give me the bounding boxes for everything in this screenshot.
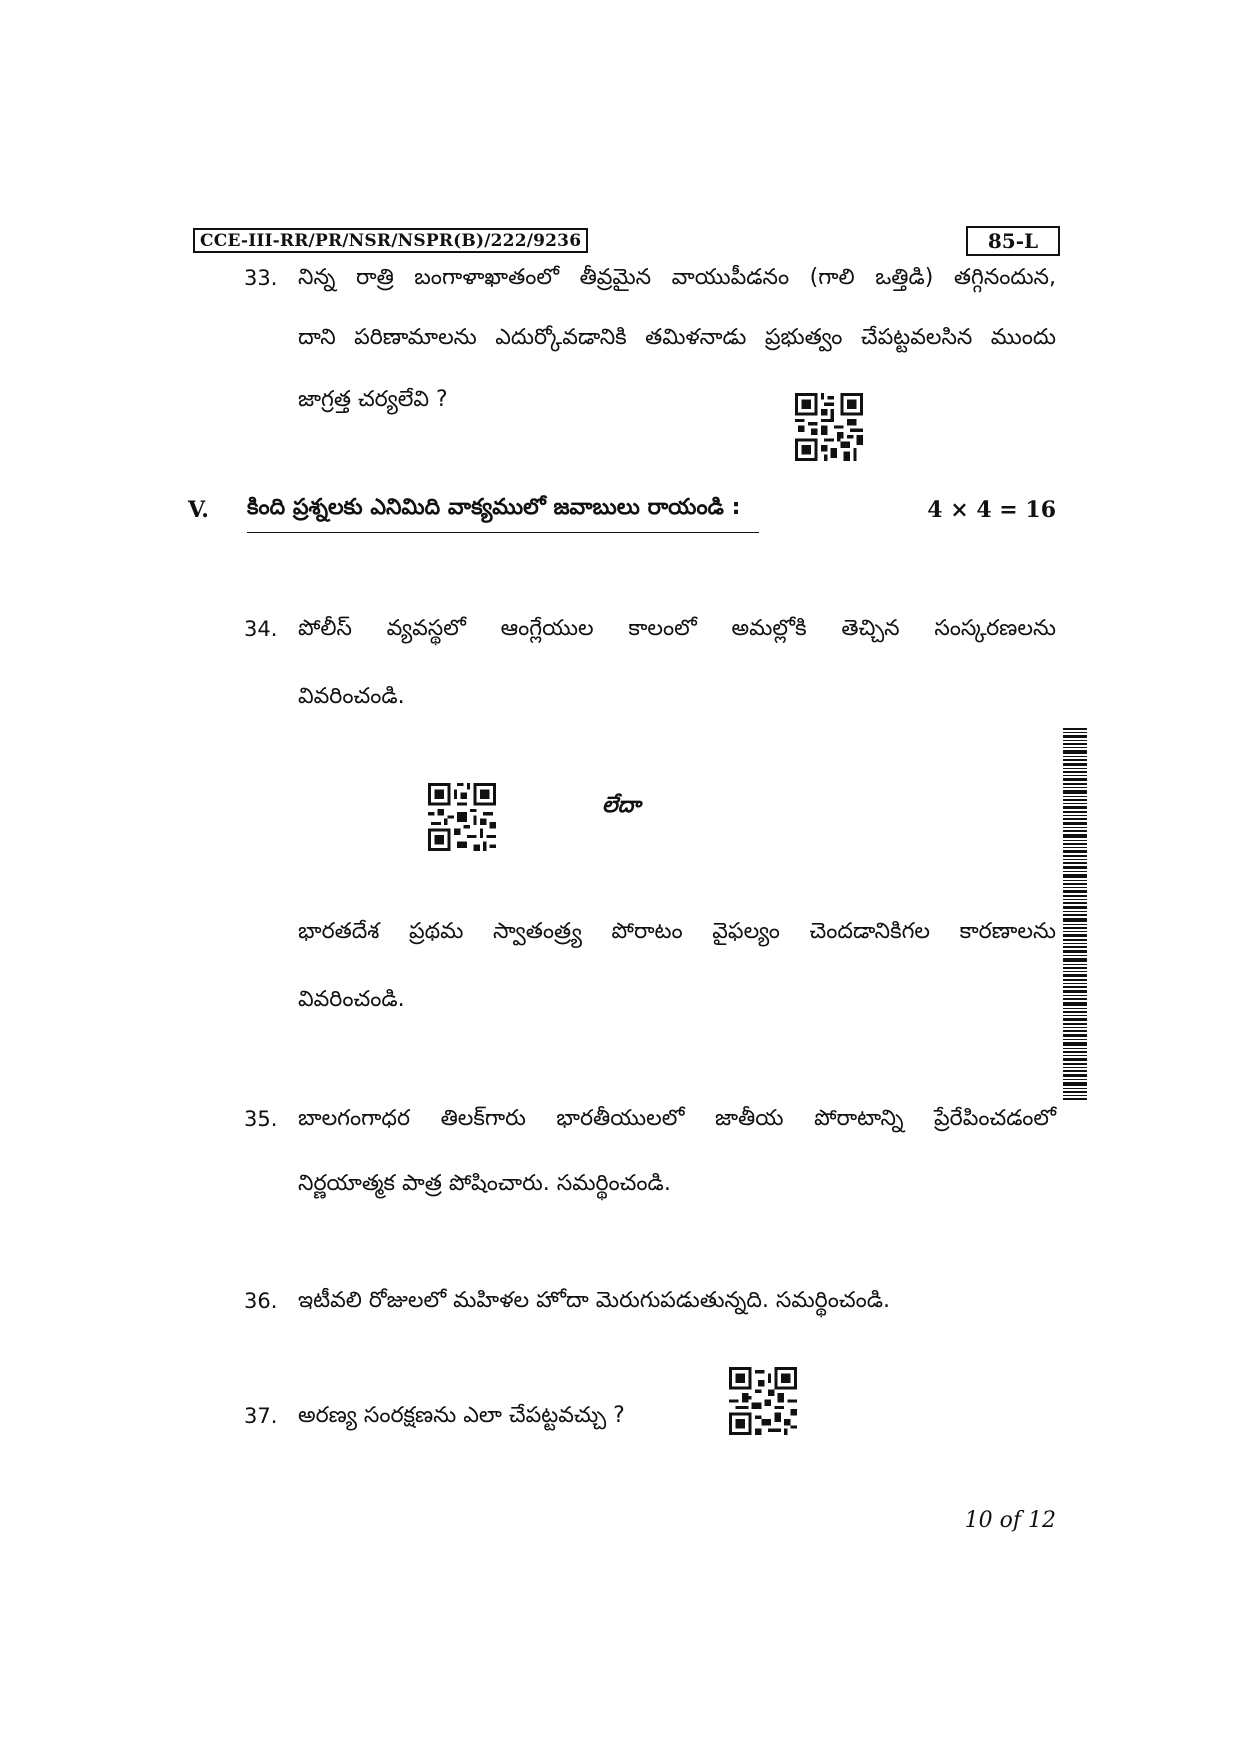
paper-code-box: 85-L (966, 226, 1060, 256)
question-34-alt-line-2: వివరించండి. (298, 987, 405, 1012)
question-34-line-1: పోలీస్ వ్యవస్థలో ఆంగ్లేయుల కాలంలో అమల్లోకి తెచ్చిన సంస్కరణలను (298, 616, 1056, 641)
section-heading: కింది ప్రశ్నలకు ఎనిమిది వాక్యములో జవాబులు రాయండి : (247, 493, 759, 533)
question-number-34: 34. (244, 617, 278, 641)
question-number-35: 35. (244, 1107, 278, 1131)
page-number: 10 of 12 (964, 1508, 1056, 1533)
qr-code-icon (729, 1367, 797, 1435)
question-paper-code: CCE-III-RR/PR/NSR/NSPR(B)/222/9236 (193, 228, 588, 253)
question-35-line-2: నిర్ణయాత్మక పాత్ర పోషించారు. సమర్థించండి. (298, 1171, 671, 1196)
question-35-line-1: బాలగంగాధర తిలక్‌గారు భారతీయులలో జాతీయ పోరాటాన్ని ప్రేరేపించడంలో (298, 1106, 1056, 1131)
or-separator: లేదా (602, 793, 641, 818)
question-number-36: 36. (244, 1289, 278, 1313)
barcode-icon (1063, 728, 1087, 1100)
question-number-33: 33. (244, 266, 278, 290)
question-34-line-2: వివరించండి. (298, 684, 405, 709)
question-number-37: 37. (244, 1404, 278, 1428)
question-33-line-2: దాని పరిణామాలను ఎదుర్కోవడానికి తమిళనాడు ప్రభుత్వం చేపట్టవలసిన ముందు (298, 325, 1056, 350)
qr-code-icon (795, 393, 863, 461)
qr-code-icon (428, 783, 496, 851)
question-36-text: ఇటీవలి రోజులలో మహిళల హోదా మెరుగుపడుతున్నది. సమర్థించండి. (298, 1288, 891, 1313)
question-33-line-1: నిన్న రాత్రి బంగాళాఖాతంలో తీవ్రమైన వాయుపీడనం (గాలి ఒత్తిడి) తగ్గినందున, (298, 265, 1056, 290)
section-number: V. (188, 497, 209, 523)
question-37-text: అరణ్య సంరక్షణను ఎలా చేపట్టవచ్చు ? (298, 1403, 625, 1428)
section-marks: 4 × 4 = 16 (927, 497, 1056, 523)
question-34-alt-line-1: భారతదేశ ప్రథమ స్వాతంత్ర్య పోరాటం వైఫల్యం చెందడానికిగల కారణాలను (298, 919, 1056, 944)
question-33-line-3: జాగ్రత్త చర్యలేవి ? (298, 387, 448, 412)
